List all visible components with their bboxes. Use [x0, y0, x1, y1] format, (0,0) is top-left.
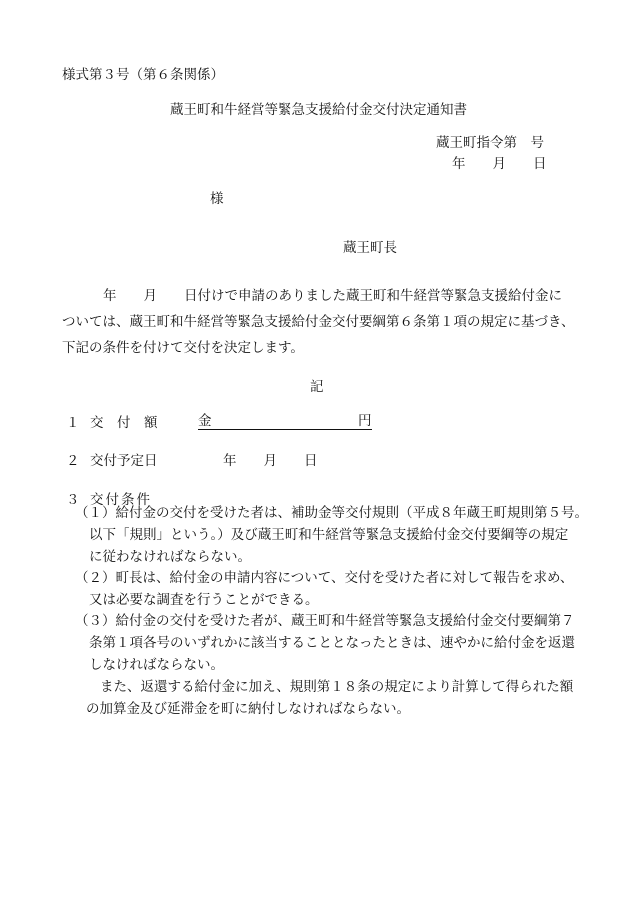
condition-line: （１）給付金の交付を受けた者は、補助金等交付規則（平成８年蔵王町規則第５号。 [75, 505, 588, 521]
item-conditions-label: 交付条件 [90, 492, 152, 508]
body-line: ついては、蔵王町和牛経営等緊急支援給付金交付要綱第６条第１項の規定に基づき、 [62, 314, 575, 330]
condition-line: （２）町長は、給付金の申請内容について、交付を受けた者に対して報告を求め、 [75, 570, 574, 586]
schedule-date: 年 月 日 [223, 453, 318, 469]
addressee-suffix: 様 [210, 191, 224, 207]
item-schedule-number: ２ [66, 453, 80, 469]
amount-prefix: 金 [198, 413, 212, 429]
body-paragraph [62, 283, 575, 361]
item-schedule-label: 交付予定日 [90, 453, 158, 469]
amount-unit: 円 [358, 409, 372, 430]
item-amount-label: 交 付 額 [90, 415, 158, 431]
condition-line: 又は必要な調査を行うことができる。 [89, 592, 319, 608]
issuer-name: 蔵王町長 [343, 240, 397, 256]
condition-line: （３）給付金の交付を受けた者が、蔵王町和牛経営等緊急支援給付金交付要綱第７ [75, 613, 575, 629]
body-line: 下記の条件を付けて交付を決定します。 [62, 340, 304, 356]
supplement-paragraph [86, 676, 573, 720]
amount-field [198, 409, 372, 430]
issue-date: 年 月 日 [452, 156, 547, 172]
amount-blank [198, 409, 358, 430]
body-line: 年 月 日付けで申請のありました蔵王町和牛経営等緊急支援給付金に [103, 288, 562, 304]
condition-3 [75, 610, 575, 676]
condition-line: に従わなければならない。 [89, 549, 251, 565]
form-label: 様式第３号（第６条関係） [62, 67, 224, 83]
condition-line: しなければならない。 [89, 657, 224, 673]
condition-1 [75, 502, 588, 568]
supplement-line: の加算金及び延滞金を町に納付しなければならない。 [86, 701, 410, 717]
condition-line: 条第１項各号のいずれかに該当することとなったときは、速やかに給付金を返還 [89, 635, 575, 651]
item-amount-number: １ [66, 415, 80, 431]
reference-number: 蔵王町指令第 号 [436, 135, 544, 151]
item-conditions-number: ３ [66, 492, 80, 508]
ki-heading: 記 [310, 379, 324, 395]
condition-2 [75, 567, 573, 611]
document-title: 蔵王町和牛経営等緊急支援給付金交付決定通知書 [170, 102, 467, 118]
supplement-line: また、返還する給付金に加え、規則第１８条の規定により計算して得られた額 [100, 679, 574, 695]
condition-line: 以下「規則」という。）及び蔵王町和牛経営等緊急支援給付金交付要綱等の規定 [89, 527, 569, 543]
